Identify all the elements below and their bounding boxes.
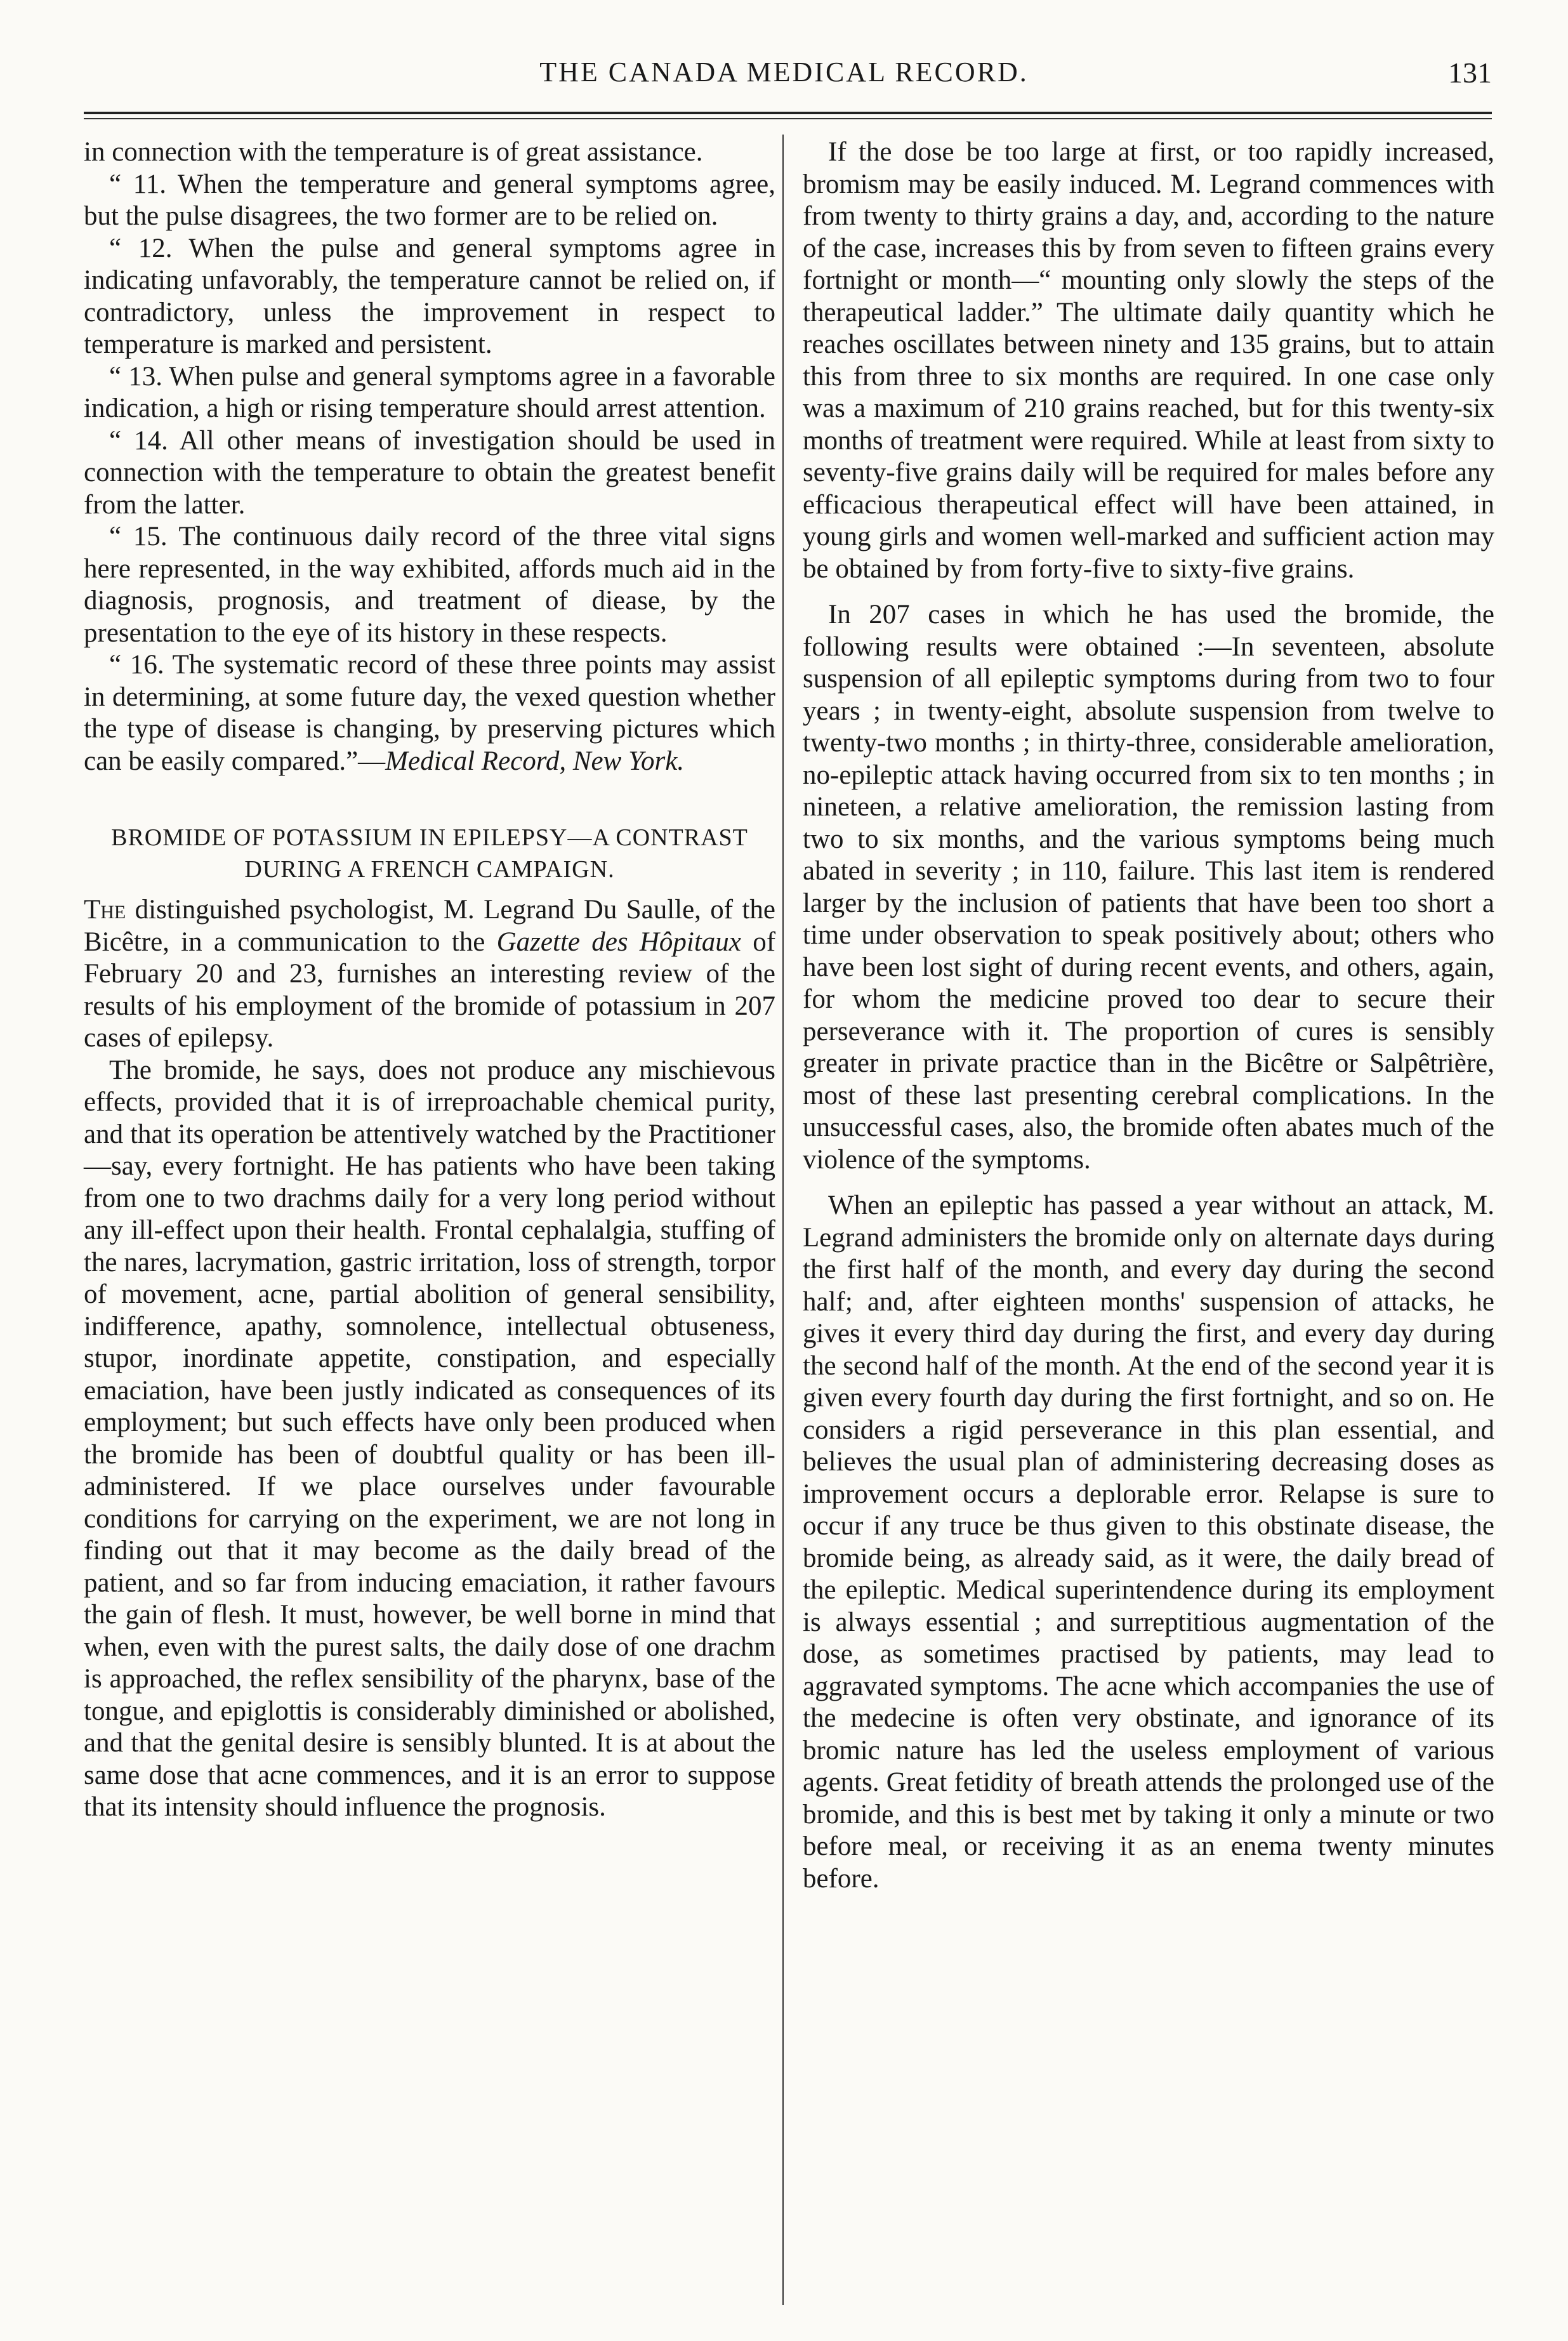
page-number: 131 — [1448, 56, 1492, 89]
paragraph: In 207 cases in which he has used the bromide, the following results were obtained :—In seventeen, absolute suspension of all epileptic symptoms during from two to four years ; in twenty-eight, absolute suspension from twelve to twenty-two months ; in thirty-three, considerable amelioration, no-epileptic attack having occurred from six to ten months ; in nineteen, a relative amelioration, the remission lasting from two to six months, and the various symptoms being much abated in severity ; in 110, failure. This last item is rendered larger by the inclusion of patients that have been too short a time under observation to speak positively about; others who have been lost sight of during recent events, and others, again, for whom the medicine proved too dear to secure their perseverance with it. The proportion of cures is sensibly greater in private practice than in the Bicêtre or Salpêtrière, most of these last presenting cerebral complications. In the unsuccessful cases, also, the bromide often abates much of the violence of the symptoms. — [803, 600, 1494, 1175]
left-column — [84, 136, 775, 1824]
paragraph: “ 12. When the pulse and general symptoms agree in indicating unfavorably, the temperature cannot be relied on, if contradictory, unless the improvement in respect to temperature is marked and persistent. — [84, 233, 775, 359]
right-column — [803, 136, 1494, 1895]
intro-text: distinguished psychologist, M. Legrand Du Saulle, of the Bicêtre, in a communication to the — [84, 895, 775, 957]
paragraph: “ 15. The continuous daily record of the three vital signs here represented, in the way exhibited, affords much aid in the diagnosis, prognosis, and treatment of diease, by the presentation to the eye of its history in these respects. — [84, 522, 775, 648]
paragraph-text: “ 16. The systematic record of these three points may assist in determining, at some future day, the vexed question whether the type of disease is changing, by preserving pictures which can be easily compared.”— — [84, 650, 775, 776]
paragraph: If the dose be too large at first, or too rapidly increased, bromism may be easily induced. M. Legrand commences with from twenty to thirty grains a day, and, according to the nature of the case, increases this by from seven to fifteen grains every fortnight or month—“ mounting only slowly the steps of the therapeutical ladder.” The ultimate daily quantity which he reaches oscillates between ninety and 135 grains, but to attain this from three to six months are required. In one case only was a maximum of 210 grains reached, but for this twenty-six months of treatment were required. While at least from sixty to seventy-five grains daily will be required for males before any efficacious therapeutical effect will have been attained, in young girls and women well-marked and sufficient action may be obtained by from forty-five to sixty-five grains. — [803, 137, 1494, 584]
paragraph: “ 13. When pulse and general symptoms agree in a favorable indication, a high or rising temperature should arrest attention. — [84, 361, 775, 423]
intro-text-cont: of February 20 and 23, furnishes an interesting review of the results of his employment of the bromide of potassium in 207 cases of epilepsy. — [84, 927, 776, 1053]
article-title: BROMIDE OF POTASSIUM IN EPILEPSY—A CONTRAST DURING A FRENCH CAMPAIGN. — [111, 824, 748, 883]
paragraph: in connection with the temperature is of great assistance. — [84, 137, 703, 167]
intro-paragraph — [84, 894, 775, 1055]
column-divider — [782, 135, 784, 2305]
paragraph: “ 14. All other means of investigation should be used in connection with the temperature to obtain the greatest benefit from the latter. — [84, 425, 775, 520]
running-title: THE CANADA MEDICAL RECORD. — [539, 56, 1029, 88]
header-rule-thin — [84, 118, 1492, 119]
paragraph: The bromide, he says, does not produce any mischievous effects, provided that it is of irreproachable chemical purity, and that its operation be attentively watched by the Practitioner—say, every fortnight. He has patients who have been taking from one to two drachms daily for a very long period without any ill-effect upon their health. Frontal cephalalgia, stuffing of the nares, lacrymation, gastric irritation, loss of strength, torpor of movement, acne, partial abolition of general sensibility, indifference, apathy, somnolence, intellectual obtuseness, stupor, inordinate appetite, constipation, and especially emaciation, have been justly indicated as consequences of its employment; but such effects have only been produced when the bromide has been of doubtful quality or has been ill-administered. If we place ourselves under favourable conditions for carrying on the experiment, we are not long in finding out that it may become as the daily bread of the patient, and so far from inducing emaciation, it rather favours the gain of flesh. It must, however, be well borne in mind that when, even with the purest salts, the daily dose of one drachm is approached, the reflex sensibility of the pharynx, base of the tongue, and epiglottis is considerably diminished or abolished, and that the genital desire is sensibly blunted. It is at about the same dose that acne commences, and it is an error to suppose that its intensity should influence the prognosis. — [84, 1055, 775, 1822]
paragraph-with-citation — [84, 649, 775, 777]
drop-word: The — [84, 895, 126, 925]
page-header — [0, 56, 1568, 113]
header-rule-thick — [84, 112, 1492, 114]
citation: Medical Record, New York. — [385, 746, 685, 776]
paragraph: “ 11. When the temperature and general symptoms agree, but the pulse disagrees, the two former are to be relied on. — [84, 169, 775, 231]
journal-name: Gazette des Hôpitaux — [496, 927, 741, 957]
paragraph: When an epileptic has passed a year without an attack, M. Legrand administers the bromide only on alternate days during the first half of the month, and every day during the second half; and, after eighteen months' suspension of attacks, he gives it every third day during the first, and every day during the second half of the month. At the end of the second year it is given every fourth day during the first fortnight, and so on. He considers a rigid perseverance in this plan essential, and believes the usual plan of administering decreasing doses as improvement occurs a deplorable error. Relapse is sure to occur if any truce be thus given to this obstinate disease, the bromide being, as already said, as it were, the daily bread of the epileptic. Medical superintendence during its employment is always essential ; and surreptitious augmentation of the dose, as sometimes practised by patients, may lead to aggravated symptoms. The acne which accompanies the use of the medecine is often very obstinate, and ignorance of its bromic nature has led the useless employment of various agents. Great fetidity of breath attends the prolonged use of the bromide, and this is best met by taking it only a minute or two before meal, or receiving it as an enema twenty minutes before. — [803, 1190, 1494, 1894]
